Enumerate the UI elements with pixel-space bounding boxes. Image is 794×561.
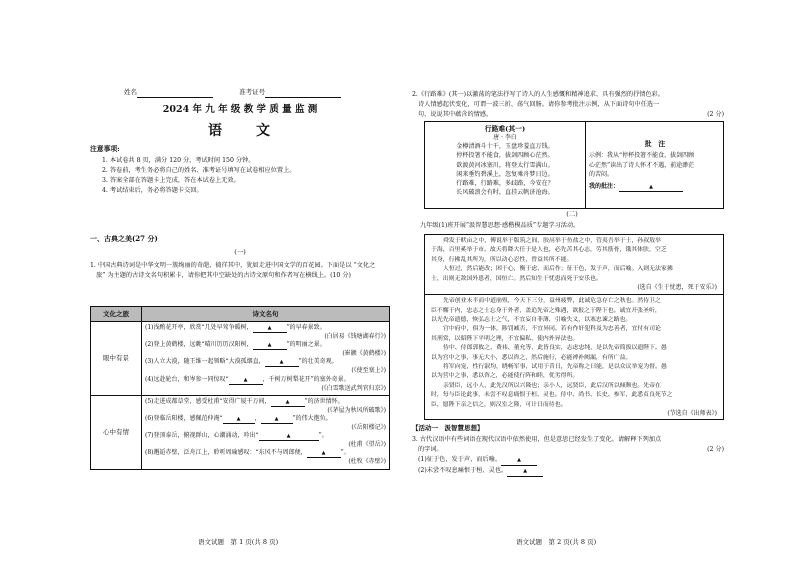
- answer-blank[interactable]: ▲: [259, 432, 319, 441]
- note-item: 3. 答案全部在答题卡上完成，答在本试卷上无效。: [102, 177, 240, 184]
- fill-item: (7)登顶泰岳，俯视群山，心潮涌动，吟出“ ▲ ”。: [145, 432, 386, 441]
- poem-author: 唐 · 李白: [493, 134, 517, 142]
- answer-blank[interactable]: ▲: [271, 398, 305, 407]
- q1-prompt: [90, 261, 392, 281]
- item-source: (《茅屋为秋风所破歌》): [327, 406, 386, 414]
- annotation-title: 批 注: [644, 140, 666, 148]
- q3-item: (1)征于色，发于声，而后喻。 ▲: [412, 455, 724, 466]
- page-footer: 语文试题 第 1 页(共 8 页): [198, 538, 279, 546]
- name-label: 姓名: [124, 88, 137, 96]
- item-source: (杜牧《赤壁》): [348, 458, 386, 466]
- category-cell: 眼中有景: [91, 322, 142, 396]
- lines-cell: [142, 322, 390, 396]
- subject-title: 语 文: [208, 123, 272, 139]
- answer-blank[interactable]: ▲: [265, 358, 299, 367]
- q2-line: 句，说说其中蕴含的情感。 (2 分): [418, 111, 724, 118]
- part-label: (一): [234, 248, 246, 256]
- poem-panel: [425, 122, 586, 208]
- item-source: (《岳阳楼记》): [351, 424, 386, 432]
- notes-title: 注意事项:: [90, 145, 120, 153]
- header-fields: [124, 88, 341, 98]
- item-source: (白居易《钱塘湖春行》): [324, 333, 386, 341]
- fill-item: (3)人立大漠，随王维一起领略“大漠孤烟直， ▲ ”的壮美奇观。: [145, 358, 386, 367]
- q2-line: 2.《行路难》(其一)以激荡的笔法抒写了诗人的人生感慨和精神追求，具有强烈的抒情色彩。: [412, 91, 665, 98]
- category-cell: 心中有情: [91, 395, 142, 469]
- activity-title: 【活动一 汲智慧思想】: [412, 424, 484, 432]
- answer-blank[interactable]: ▲: [307, 449, 341, 458]
- notes-list: [102, 156, 392, 196]
- fill-item: (2)登上黄鹤楼，远眺“晴川历历汉阳树， ▲ ”的明丽之景。: [145, 341, 386, 350]
- answer-blank[interactable]: ▲: [261, 415, 293, 424]
- q1-line: 旅” 为主题的古诗文名句积累卡，请你把其中空缺处的古诗文原句和作者写在横线上。(10 分): [96, 272, 351, 279]
- answer-blank[interactable]: ▲: [253, 324, 287, 333]
- annotation-panel: [589, 122, 721, 208]
- poetry-card-table: [90, 306, 390, 470]
- answer-blank[interactable]: ▲: [253, 341, 287, 350]
- item-source: (《使至塞上》): [351, 367, 386, 375]
- poem-line: 金樽清酒斗十千，玉盘珍羞直万钱。: [456, 143, 554, 151]
- q2-prompt: [412, 90, 724, 120]
- q3-score: (2 分): [707, 446, 724, 453]
- item-source: (崔颢《黄鹤楼》): [342, 350, 386, 358]
- poem-line: 闲来垂钓碧溪上，忽复乘舟梦日边。: [456, 170, 554, 178]
- table-header-lines: 诗文名句: [142, 307, 390, 322]
- activity-intro: 九年级(1)班开展“汲智慧思想·感楷模品质”专题学习活动。: [420, 222, 580, 229]
- note-item: 1. 本试卷共 8 页，满分 120 分，考试时间 150 分钟。: [102, 157, 255, 164]
- page-two: [412, 0, 722, 561]
- part-label: (二): [566, 210, 578, 218]
- passage-source: (选自《生于忧患，死于安乐》): [637, 284, 717, 292]
- page-one: [90, 0, 392, 561]
- q3-prompt: [412, 435, 724, 477]
- table-header-category: 文化之旅: [91, 307, 142, 322]
- poem-box: [424, 121, 724, 209]
- id-field[interactable]: [265, 88, 341, 98]
- my-annotation-label: 我的批注：: [589, 182, 620, 190]
- id-label: 准考证号: [239, 88, 266, 96]
- q2-line: 诗人情感起伏变化，可谓一波三折、荡气回肠。请你参考批注示例，从下面诗句中任选一: [418, 101, 660, 108]
- annotation-blank[interactable]: ▲: [619, 183, 683, 192]
- poem-line: 欲渡黄河冰塞川，将登太行雪满山。: [456, 161, 554, 169]
- poem-line: 长风破浪会有时，直挂云帆济沧海。: [456, 189, 554, 197]
- fill-item: (8)邂逅赤壁，泛舟江上，聆听周瑜感叹：“东风不与周郎便， ▲ ”。: [145, 449, 386, 458]
- exam-title: 2024 年 九 年 级 教 学 质 量 监 测: [162, 104, 318, 115]
- annotation-example: 示例：我从“停杯投箸不能食，拔剑四顾 心茫然”读出了诗人怀才不遇，前途渺茫 的苦闷。: [589, 152, 695, 179]
- page-footer: 语文试题 第 2 页(共 8 页): [516, 538, 597, 546]
- my-annotation-row: [589, 183, 721, 192]
- item-source: (《白雪歌送武判官归京》): [321, 384, 386, 392]
- fill-item: (1)浅酌花开亭，欣赏“几处早莺争暖树， ▲ ”的早春景致。: [145, 324, 386, 333]
- q1-line: 1. 中国古典诗词是中华文明一簇绚丽的奇葩，徜徉其中，犹如走进中国文学的百花园。下面是以 “文化之: [90, 262, 376, 269]
- reading-passages-box: [424, 234, 724, 420]
- q3-line: 3. 古代汉语中有些词语在现代汉语中依然使用，但是意思已经发生了变化。请解释下列加点: [412, 436, 662, 443]
- name-field[interactable]: [137, 88, 213, 98]
- poem-title: 行路难(其一): [484, 125, 526, 133]
- q2-score: (2 分): [707, 111, 724, 118]
- answer-blank[interactable]: ▲: [223, 415, 255, 424]
- section-title: 一、古典之美(27 分): [90, 234, 158, 243]
- note-item: 4. 考试结束后，务必将答题卡交回。: [102, 187, 203, 194]
- passage-source: (节选自《出师表》): [667, 410, 717, 417]
- answer-blank[interactable]: ▲: [507, 466, 543, 477]
- passage-one: 舜发于畎亩之中，傅说举于版筑之间，胶鬲举于鱼盐之中，管夷吾举于士，孙叔敖举 于海，百里奚举于市。故天将降大任于是人也，必先苦其心志，劳其筋骨，饿其体肤，空乏 其身，行拂乱其所为，所以动心忍性，曾益其所不能。 人恒过，然后能改；困于心，衡于虑，而后作；征于色，发于声，而后喻。入则无法家拂 士，出则无敌国外患者，国恒亡。然后知生于忧患而死于安乐也。 (选自《生于忧患，死于安乐》): [431, 238, 717, 292]
- answer-blank[interactable]: ▲: [501, 455, 537, 466]
- answer-blank[interactable]: ▲: [229, 376, 263, 385]
- item-source: (杜甫《望岳》): [348, 441, 386, 449]
- note-item: 2. 答卷前，考生务必将自己的姓名、准考证号填写在试卷相应位置上。: [102, 167, 296, 174]
- poem-line: 停杯投箸不能食，拔剑四顾心茫然。: [456, 152, 554, 160]
- poem-line: 行路难，行路难，多歧路，今安在？: [456, 180, 554, 188]
- fill-item: (4)远赴轮台，和岑参一同惊叹“ ▲ ，千树万树梨花开”的塞外奇景。: [145, 376, 386, 385]
- q3-item: (2)未尝不叹息痛恨于桓、灵也。 ▲: [412, 466, 724, 477]
- lines-cell: [142, 395, 390, 469]
- q3-line: 的字词。 (2 分): [418, 446, 724, 453]
- fill-item: (6)登临岳阳楼，感佩范仲淹“ ▲ ， ▲ ”的伟大抱负。: [145, 415, 386, 424]
- fill-item: (5)走进成都草堂，感受杜甫“安得广厦千万间， ▲ ”的济世情怀。: [145, 398, 386, 407]
- passage-two: 先帝创业未半而中道崩殂，今天下三分，益州疲弊，此诚危急存亡之秋也。然侍卫之 臣不懈于内，忠志之士忘身于外者，盖追先帝之殊遇，欲报之于陛下也。诚宜开张圣听， 以光先帝遗德，恢弘志士之气，不宜妄自菲薄，引喻失义，以塞忠谏之路也。 宫中府中，俱为一体，陟罚臧否，不宜异同。若有作奸犯科及为忠善者，宜付有司论 其刑赏，以昭陛下平明之理，不宜偏私，使内外异法也。 侍中、侍郎郭攸之、费祎、董允等，此皆良实，志虑忠纯，是以先帝简拔以遗陛下。愚 以为宫中之事，事无大小，悉以咨之，然后施行，必能裨补阙漏，有所广益。 将军向宠，性行淑均，晓畅军事，试用于昔日，先帝称之曰能，是以众议举宠为督。愚 以为营中之事，悉以咨之，必能使行阵和睦，优劣得所。 亲贤臣，远小人，此先汉所以兴隆也；亲小人，远贤臣，此后汉所以倾颓也。先帝在 时，每与臣论此事，未尝不叹息痛恨于桓、灵也。侍中、尚书、长史、参军，此悉贞良死节之 臣，愿陛下亲之信之，则汉室之隆，可计日而待也。 (节选自《出师表》): [431, 298, 717, 417]
